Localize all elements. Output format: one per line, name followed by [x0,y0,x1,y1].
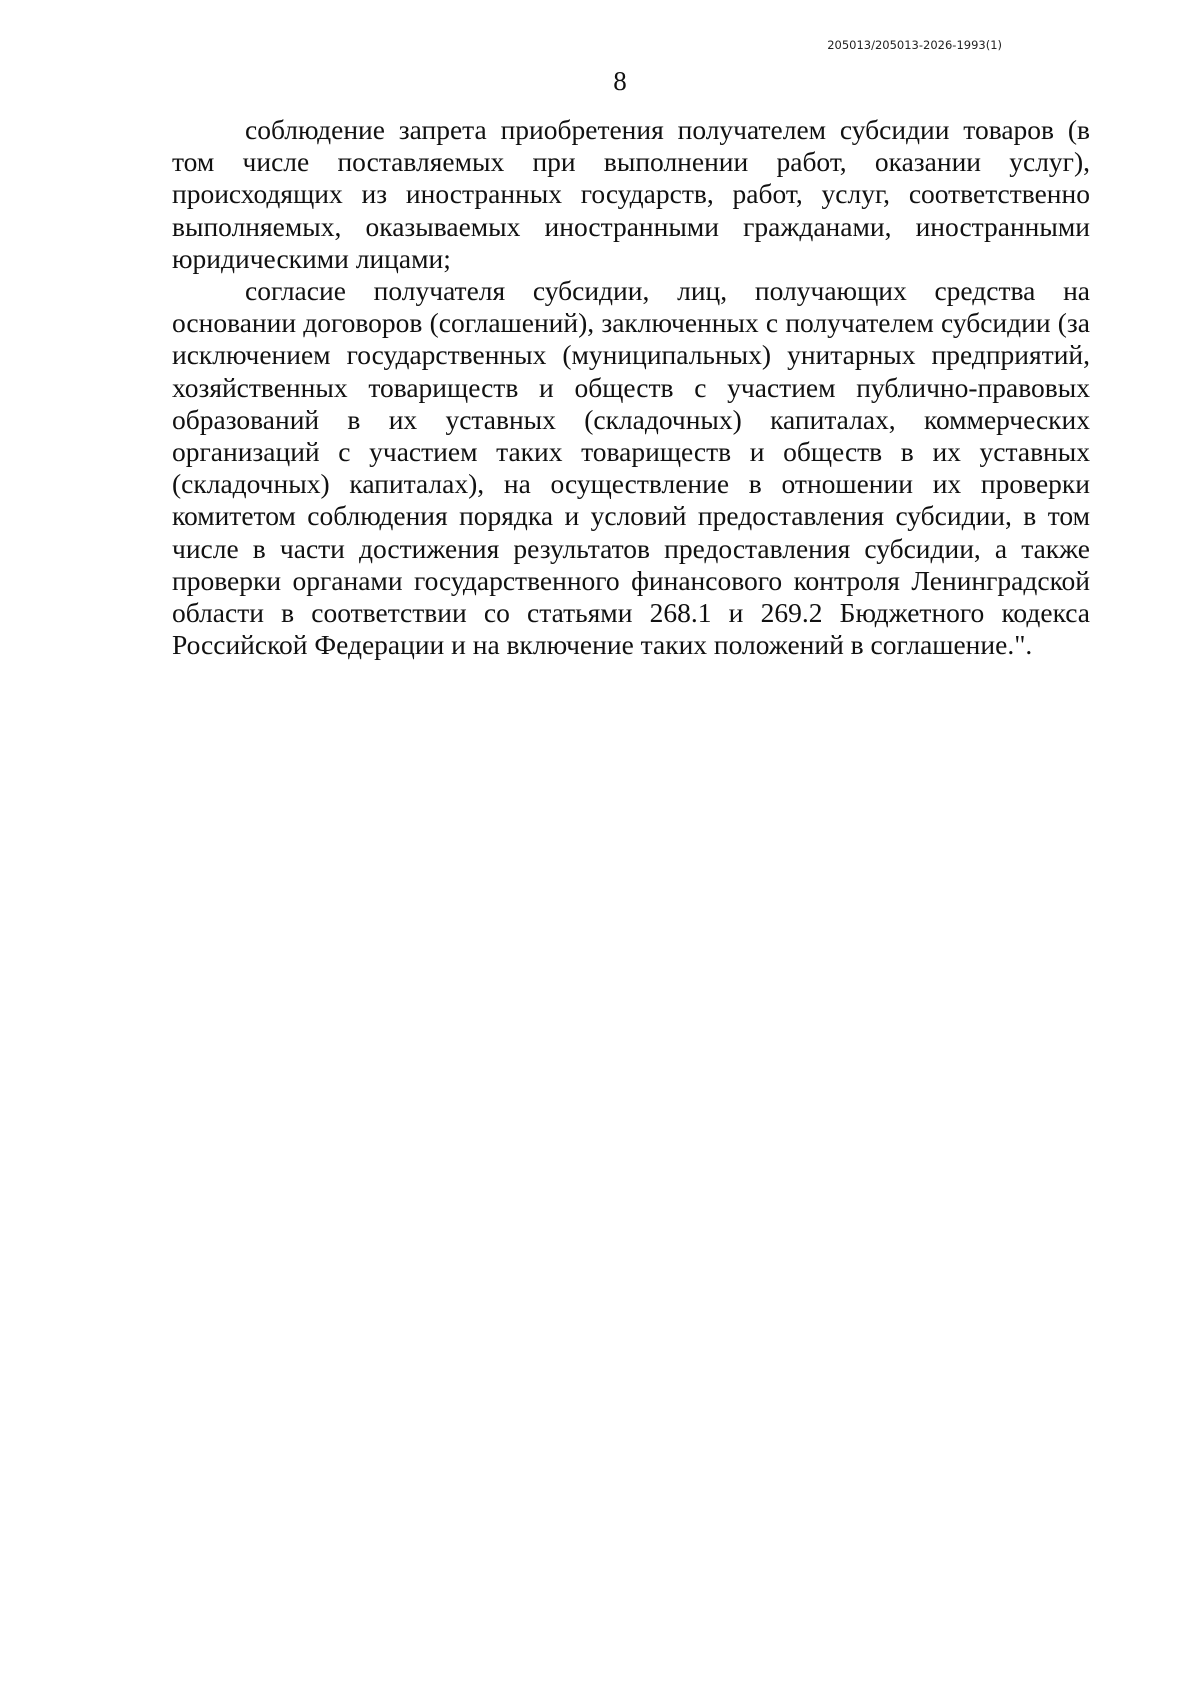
paragraph-purchase-ban: соблюдение запрета приобретения получателем субсидии товаров (в том числе поставляемых при выполнении работ, оказании услуг), происходящих из иностранных государств, работ, услуг, соответственно выполняемых, оказываемых иностранными гражданами, иностранными юридическими лицами; [172,114,1090,274]
document-id: 205013/205013-2026-1993(1) [827,38,1002,52]
document-body [172,114,1090,661]
page-number: 8 [613,66,627,96]
paragraph-recipient-consent: согласие получателя субсидии, лиц, получающих средства на основании договоров (соглашений), заключенных с получателем субсидии (за исключением государственных (муниципальных) унитарных предприятий, хозяйственных товариществ и обществ с участием публично-правовых образований в их уставных (складочных) капиталах, коммерческих организаций с участием таких товариществ и обществ в их уставных (складочных) капиталах), на осуществление в отношении их проверки комитетом соблюдения порядка и условий предоставления субсидии, в том числе в части достижения результатов предоставления субсидии, а также проверки органами государственного финансового контроля Ленинградской области в соответствии со статьями 268.1 и 269.2 Бюджетного кодекса Российской Федерации и на включение таких положений в соглашение.". [172,275,1090,661]
